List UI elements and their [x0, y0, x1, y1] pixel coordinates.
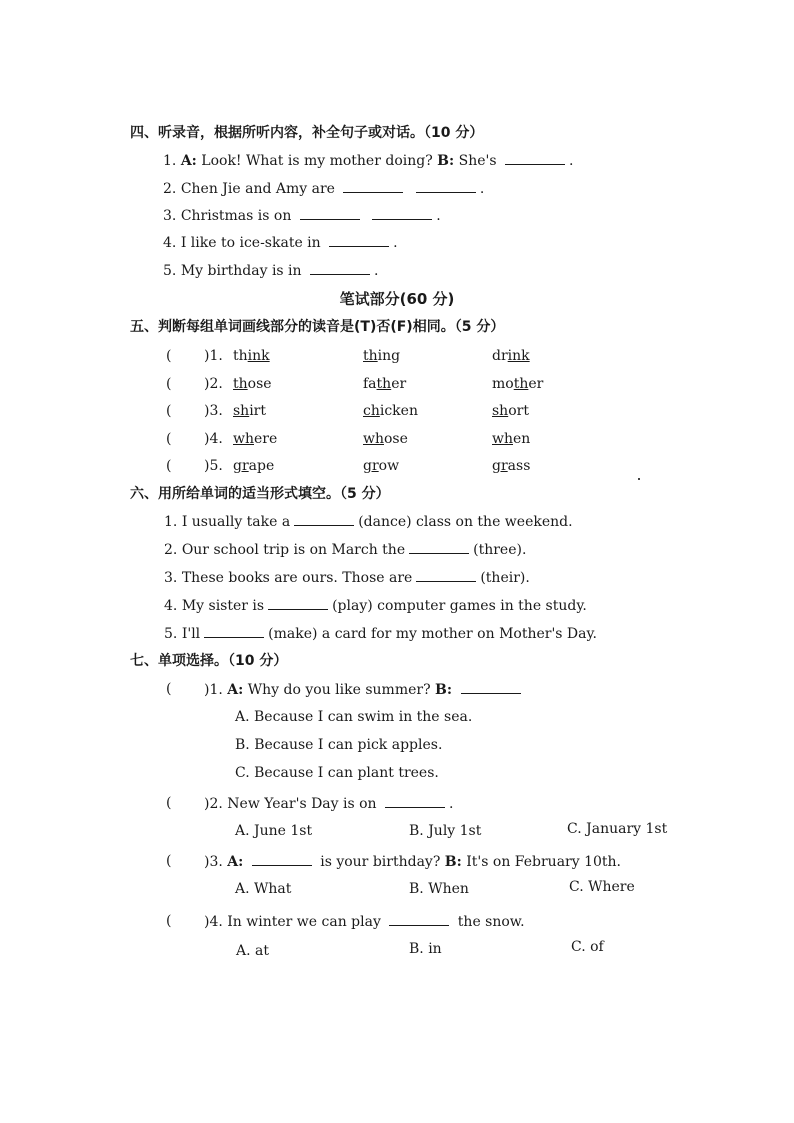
word-3: short [492, 403, 529, 419]
answer-paren[interactable]: ( [166, 795, 172, 811]
item-text: My birthday is in [180, 263, 302, 279]
word-2: thing [363, 348, 401, 364]
answer-blank[interactable] [310, 260, 370, 275]
answer-blank[interactable] [343, 178, 403, 193]
answer-blank[interactable] [416, 567, 476, 582]
answer-paren[interactable]: ( [166, 913, 172, 929]
word-1: shirt [233, 403, 266, 419]
word-1: where [233, 431, 278, 447]
answer-paren[interactable]: ( [166, 431, 172, 447]
item-number: 4. [163, 235, 177, 251]
s6-item-5: 5. I'll (make) a card for my mother on Mother's Day. [164, 623, 597, 644]
answer-paren[interactable]: ( [166, 853, 172, 869]
answer-blank[interactable] [268, 595, 328, 610]
item-number: )2. [204, 376, 223, 392]
answer-blank[interactable] [409, 539, 469, 554]
s7-q4-option-a[interactable]: A. at [236, 943, 269, 959]
s6-item-3: 3. These books are ours. Those are (their). [164, 567, 530, 588]
item-text: I like to ice-skate in [180, 235, 321, 251]
answer-blank[interactable] [389, 911, 449, 926]
item-text: Look! What is my mother doing? [201, 153, 433, 169]
s4-item-4: 4. I like to ice-skate in . [163, 232, 398, 253]
answer-paren[interactable]: ( [166, 681, 172, 697]
s4-item-2: 2. Chen Jie and Amy are . [163, 178, 484, 199]
word-2: father [363, 376, 407, 392]
answer-blank[interactable] [372, 205, 432, 220]
word-3: when [492, 431, 531, 447]
item-number: )4. [204, 431, 223, 447]
item-number: 2. [163, 181, 177, 197]
answer-paren[interactable]: ( [166, 458, 172, 474]
answer-blank[interactable] [204, 623, 264, 638]
item-text: Chen Jie and Amy are [180, 181, 335, 197]
s7-q4-option-b[interactable]: B. in [409, 941, 442, 957]
word-3: drink [492, 348, 530, 364]
s7-q1-option-b[interactable]: B. Because I can pick apples. [235, 737, 443, 753]
s7-q4: )4. In winter we can play the snow. [204, 911, 525, 932]
answer-blank[interactable] [252, 851, 312, 866]
answer-blank[interactable] [329, 232, 389, 247]
word-3: grass [492, 458, 531, 474]
s4-item-3: 3. Christmas is on . [163, 205, 441, 226]
answer-blank[interactable] [416, 178, 476, 193]
word-1: grape [233, 458, 275, 474]
word-2: whose [363, 431, 408, 447]
s6-item-1: 1. I usually take a (dance) class on the weekend. [164, 511, 573, 532]
s4-item-1: 1. A: Look! What is my mother doing? B: She's . [163, 150, 573, 171]
s7-q2-option-a[interactable]: A. June 1st [235, 823, 313, 839]
speaker-a-label: A: [180, 153, 197, 169]
item-text: She's [458, 153, 497, 169]
s7-q1-option-c[interactable]: C. Because I can plant trees. [235, 765, 439, 781]
section4-heading: 四、听录音，根据所听内容，补全句子或对话。（10 分） [130, 125, 484, 141]
item-number: 5. [163, 263, 177, 279]
word-1: those [233, 376, 272, 392]
item-number: 3. [163, 208, 177, 224]
section7-heading: 七、单项选择。（10 分） [130, 653, 288, 669]
s4-item-5: 5. My birthday is in . [163, 260, 378, 281]
answer-paren[interactable]: ( [166, 403, 172, 419]
item-number: 1. [163, 153, 177, 169]
s7-q1: )1. A: Why do you like summer? B: [204, 679, 525, 700]
answer-blank[interactable] [300, 205, 360, 220]
answer-blank[interactable] [461, 679, 521, 694]
word-2: chicken [363, 403, 418, 419]
word-3: mother [492, 376, 544, 392]
word-2: grow [363, 458, 400, 474]
s7-q3: )3. A: is your birthday? B: It's on February 10th. [204, 851, 621, 872]
answer-paren[interactable]: ( [166, 376, 172, 392]
speaker-b-label: B: [437, 153, 455, 169]
word-1: think [233, 348, 270, 364]
answer-blank[interactable] [385, 793, 445, 808]
s7-q1-option-a[interactable]: A. Because I can swim in the sea. [235, 709, 473, 725]
answer-blank[interactable] [294, 511, 354, 526]
s7-q3-option-c[interactable]: C. Where [569, 879, 635, 895]
section5-heading: 五、判断每组单词画线部分的读音是(T)否(F)相同。（5 分） [130, 319, 505, 335]
s7-q3-option-b[interactable]: B. When [409, 881, 469, 897]
stray-mark [638, 478, 640, 480]
s7-q4-option-c[interactable]: C. of [571, 939, 604, 955]
answer-blank[interactable] [505, 150, 565, 165]
item-number: )5. [204, 458, 223, 474]
s7-q2-option-c[interactable]: C. January 1st [567, 821, 668, 837]
item-number: )3. [204, 403, 223, 419]
s6-item-4: 4. My sister is (play) computer games in the study. [164, 595, 587, 616]
section6-heading: 六、用所给单词的适当形式填空。（5 分） [130, 486, 390, 502]
s7-q2: )2. New Year's Day is on . [204, 793, 453, 814]
item-text: Christmas is on [180, 208, 292, 224]
s7-q3-option-a[interactable]: A. What [235, 881, 292, 897]
s6-item-2: 2. Our school trip is on March the (three). [164, 539, 526, 560]
written-part-title: 笔试部分(60 分) [339, 290, 455, 308]
answer-paren[interactable]: ( [166, 348, 172, 364]
s7-q2-option-b[interactable]: B. July 1st [409, 823, 482, 839]
item-number: )1. [204, 348, 223, 364]
